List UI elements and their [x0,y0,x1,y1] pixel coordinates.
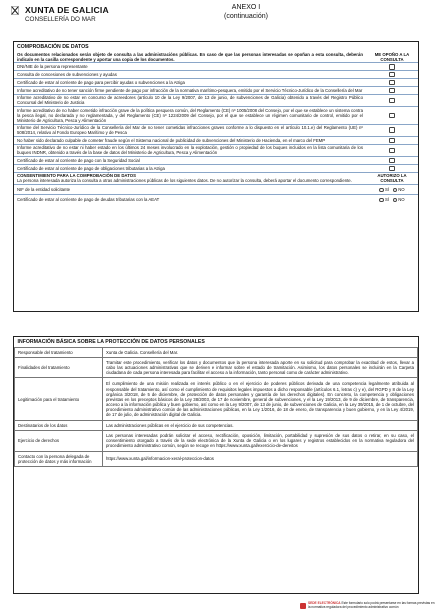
annex-title-sub: (continuación) [224,12,268,20]
oppose-checkbox[interactable] [389,80,395,86]
verification-row [14,94,418,106]
oppose-checkbox[interactable] [389,166,395,172]
logo-title: XUNTA DE GALICIA [25,5,109,15]
consent-no-radio[interactable] [393,198,398,203]
no-label: NO [398,186,405,192]
verification-row [14,71,418,79]
consent-yes-radio[interactable] [379,198,384,203]
data-protection-section [13,336,419,594]
oppose-checkbox[interactable] [389,64,395,70]
consent-text: La persona interesada autoriza la consulta a otras administraciones públicas de los siguientes datos. De no autorizar la consulta, deberá aportar el documento correspondiente. [17,178,352,184]
footer-label: SEDE ELECTRÓNICA [308,601,341,605]
verification-row-label: Informe del Servicio Técnico-Jurídico de la Consellería del Mar de no tener cometidas infracciones graves conforme a lo dispuesto en el artículo 10.1.e) del Reglamento (UE) nº 508/2014, relativo al Fondo Europeo Marítimo y de Pesca [14,124,366,136]
oppose-checkbox[interactable] [389,158,395,164]
consent-row-label: NIF de la entidad solicitante [14,185,366,195]
verification-row-label: Certificado de estar al corriente de pago de obligaciones tributarias a la Atriga [14,164,366,172]
verification-row [14,144,418,156]
verification-row-label: Informe acreditativo de no estar en concurso de acreedores (artículo 10 de la Ley 9/2007, de 13 de junio, de subvenciones de Galicia) obtenido a través del Registro Público Concursal del Ministerio de Justicia [14,94,366,106]
oppose-checkbox[interactable] [389,148,395,154]
protection-row-label: Contacto con la persona delegada de protección de datos y más información [15,451,103,466]
protection-row-label: Finalidades del tratamiento [15,358,103,378]
protection-row-value: Las administraciones públicas en el ejercicio de sus competencias. [103,421,418,431]
consent-heading: CONSENTIMIENTO PARA LA COMPROBACIÓN DE DATOS [17,173,136,179]
protection-row-label: Legitimación para el tratamiento [15,378,103,421]
verification-row [14,86,418,94]
protection-row [15,451,418,466]
authorize-column-header: AUTORIZO LA CONSULTA [366,172,418,184]
protection-row-value: Las personas interesadas podrán solicitar el acceso, rectificación, oposición, limitación, portabilidad y supresión de sus datos o retirar, en su caso, el consentimiento otorgado a través de la sede electrónica de la Xunta de Galicia o en los lugares y registros establecidos en la normativa reguladora del procedimiento administrativo común, según se recoge en https://www.xunta.gal/exercicio-de-dereitos [103,431,418,451]
no-label: NO [398,197,405,203]
verification-row-label: Consulta de concesiones de subvenciones y ayudas [14,71,366,79]
consent-row-label: Certificado de estar al corriente de pago de deudas tributarias con la AEAT [14,195,366,205]
protection-row [15,378,418,421]
protection-row-value: El cumplimiento de una misión realizada en interés público o en el ejercicio de poderes públicos derivada de una competencia legalmente atribuida al responsable del tratamiento, así como el cumplimiento de requisitos legales impuestos a dicho responsable (artículos 6.1, letras c) y e), del RGPD y 8 de la Ley orgánica 3/2018, de 5 de diciembre, de protección de datos personales y garantía de los derechos digitales). En concreto, la competencia y obligaciones previstas en los preceptos básicos de la Ley 38/2003, de 17 de noviembre, general de subvenciones, y el la Ley 19/2013, de 9 de diciembre, de transparencia, acceso a la información pública y buen gobierno, así como en la Ley 9/2007, de 13 de junio, de subvenciones de Galicia, en la Ley 39/2015, de 1 de octubre, del procedimiento administrativo común de las administraciones públicas, en la Ley 1/2016, de 18 de enero, de transparencia y buen gobierno, y en la Ley 4/2019, de 17 de julio, de administración digital de Galicia. [103,378,418,421]
xunta-logo [11,5,109,27]
consent-row [14,195,418,205]
oppose-checkbox[interactable] [389,113,395,119]
verification-row [14,136,418,144]
protection-row [15,421,418,431]
footer-notice [300,603,435,613]
oppose-checkbox[interactable] [389,127,395,133]
data-protection-table [14,337,418,467]
protection-row [15,431,418,451]
verification-row [14,79,418,87]
protection-row [15,358,418,378]
oppose-column-header: ME OPOÑO A LA CONSULTA [374,51,410,62]
section1-intro: Os documentos relacionados serán objeto de consulta a las administracións públicas. En caso de que las personas interesadas se opoñan a esta consulta, deberán indicalo en la casilla correspondente y aportar una copia de los documentos. [17,51,363,62]
protection-row-value: Xunta de Galicia. Consellería del Mar. [103,348,418,358]
verification-row-label: Certificado de estar al corriente de pago con la Seguridad Social [14,157,366,165]
yes-label: SÍ [384,197,389,203]
data-verification-section [13,41,419,312]
logo-subtitle: CONSELLERÍA DO MAR [25,16,96,23]
yes-label: SÍ [384,186,389,192]
xunta-emblem-icon [11,6,19,15]
consent-row [14,185,418,195]
protection-row-value: https://www.xunta.gal/informacion-xeral-proteccion-datos [103,451,418,466]
verification-row [14,157,418,165]
verification-row-label: Informe acreditativo de no estar ni haber estado en los últimos 24 meses involucrado en la explotación, gestión o propiedad de los buques incluidos en la lista comunitaria de los buques INDNR, obtenido a través de la base de datos del Ministerio de Agricultura, Pesca y Alimentación [14,144,366,156]
protection-row-label: Destinatarios de los datos [15,421,103,431]
protection-row-value: Tramitar este procedimiento, verificar los datos y documentos que la persona interesada aporte en su solicitud para comprobar la exactitud de estos, llevar a cabo las actuaciones administrativas que se deriven e informar sobre el estado de tramitación. Asimismo, los datos personales se incluirán en la Carpeta ciudadana de cada persona interesada para facilitar el acceso a la información, tanto personal como de carácter administrativo. [103,358,418,378]
sede-icon [300,603,306,609]
verification-row-label: DNI/NIE de la persona representante [14,63,366,71]
protection-row-label: Responsable del tratamiento [15,348,103,358]
footer-text: Este formulario solo podrá presentarse en las formas previstas en la normativa reguladora del procedimiento administrativo común [308,601,435,609]
consent-no-radio[interactable] [393,188,398,193]
oppose-checkbox[interactable] [389,72,395,78]
annex-title-main: ANEXO I [231,4,261,11]
section2-heading: INFORMACIÓN BÁSICA SOBRE LA PROTECCIÓN DE DATOS PERSONALES [17,339,205,345]
annex-title [216,4,276,21]
consent-yes-radio[interactable] [379,188,384,193]
consent-block [14,172,366,184]
oppose-checkbox[interactable] [389,138,395,144]
verification-row [14,107,418,124]
verification-row [14,124,418,136]
data-verification-table [14,42,418,204]
verification-row [14,63,418,71]
verification-row [14,164,418,172]
section1-heading: COMPROBACIÓN DE DATOS [17,43,89,50]
verification-row-label: Informe acreditativo de no haber cometido infracción grave de la política pesquera común, del Reglamento (CE) nº 1005/2008 del Consejo, por el que se establece un sistema contra la pesca ilegal, no declarada y no reglamentada, y del Reglamento (CE) nº 1224/2009 del Consejo, por el que se establece un régimen comunitario de control, emitido por el Ministerio de Agricultura, Pesca y Alimentación [14,107,366,124]
verification-row-label: No haber sido declarado culpable de cometer fraude según el Sistema nacional de publicidad de subvenciones del Ministerio de Hacienda, en el marco del FEMP [14,136,366,144]
oppose-checkbox[interactable] [389,88,395,94]
protection-row-label: Ejercicio de derechos [15,431,103,451]
verification-row-label: Informe acreditativo de no tener sanción firme pendiente de pago por infracción de la normativa marítimo-pesquera, emitido por el Servicio Técnico-Jurídico de la Consellería del Mar [14,86,366,94]
protection-row [15,348,418,358]
verification-row-label: Certificado de estar al corriente de pago para percibir ayudas o subvenciones a la Atriga [14,79,366,87]
oppose-checkbox[interactable] [389,98,395,104]
